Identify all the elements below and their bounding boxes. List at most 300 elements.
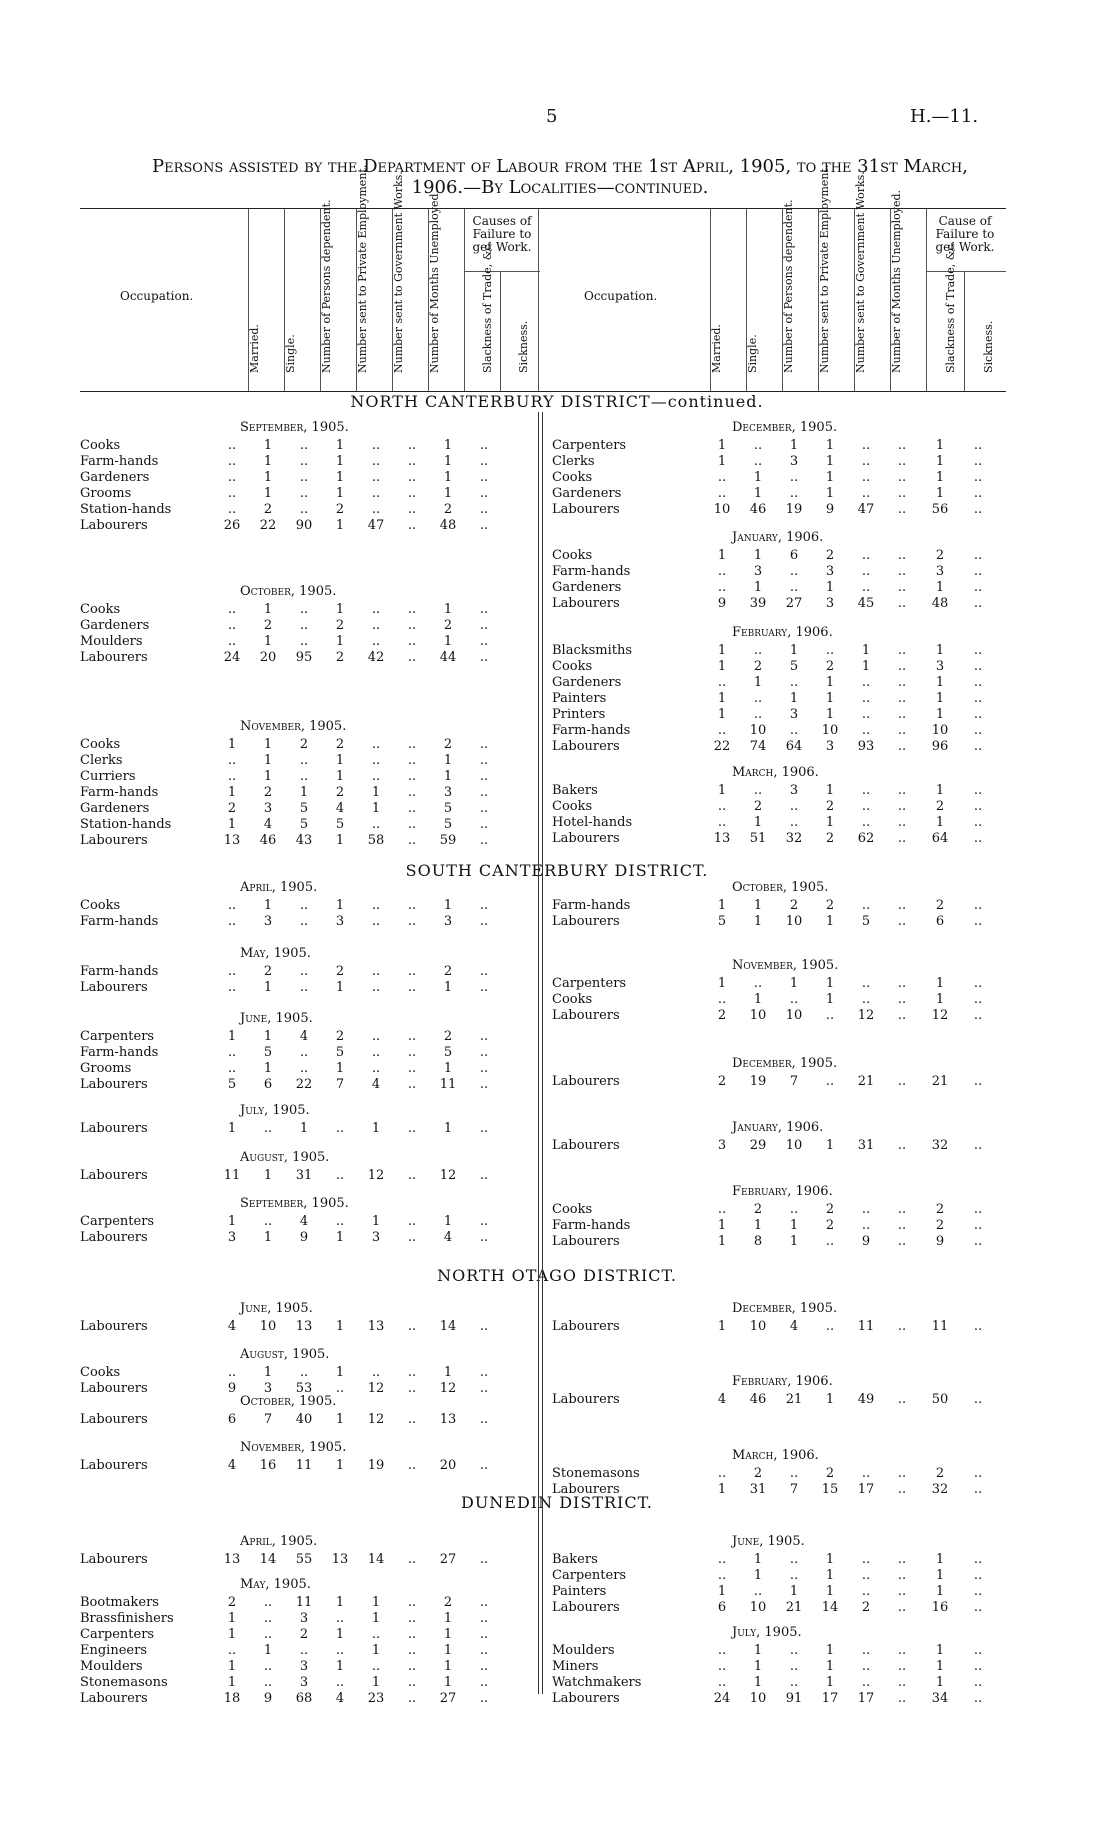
value-cell: .. <box>227 1061 237 1076</box>
occupation-cell: Labourers <box>552 1600 620 1615</box>
occupation-cell: Gardeners <box>552 675 622 690</box>
value-cell: .. <box>299 964 309 979</box>
value-cell: .. <box>371 502 381 517</box>
slackness-header: Slackness of Trade, &c. <box>481 240 494 373</box>
value-cell: 2 <box>935 1466 945 1481</box>
value-cell: 1 <box>335 1412 345 1427</box>
value-cell: .. <box>299 470 309 485</box>
value-cell: 2 <box>935 799 945 814</box>
occupation-cell: Labourers <box>552 1482 620 1497</box>
value-cell: 1 <box>935 992 945 1007</box>
value-cell: 14 <box>821 1600 839 1615</box>
table-row <box>552 596 1012 612</box>
value-cell: 7 <box>335 1077 345 1092</box>
occupation-cell: Grooms <box>80 1061 132 1076</box>
value-cell: 1 <box>753 914 763 929</box>
value-cell: .. <box>973 1466 983 1481</box>
value-cell: .. <box>973 1218 983 1233</box>
value-cell: 1 <box>443 1643 453 1658</box>
value-cell: .. <box>371 1045 381 1060</box>
value-cell: 1 <box>227 1627 237 1642</box>
value-cell: 16 <box>259 1458 277 1473</box>
month-heading: October, 1905. <box>240 584 337 599</box>
value-cell: 4 <box>443 1230 453 1245</box>
value-cell: .. <box>479 1595 489 1610</box>
table-row <box>80 634 540 650</box>
value-cell: 1 <box>753 1659 763 1674</box>
value-cell: .. <box>897 580 907 595</box>
value-cell: 1 <box>825 675 835 690</box>
occupation-cell: Carpenters <box>80 1214 155 1229</box>
value-cell: .. <box>479 1412 489 1427</box>
value-cell: .. <box>973 992 983 1007</box>
value-cell: .. <box>973 1552 983 1567</box>
value-cell: 12 <box>857 1008 875 1023</box>
value-cell: .. <box>973 1675 983 1690</box>
dependent-header: Number of Persons dependent. <box>320 199 333 373</box>
value-cell: .. <box>717 1675 727 1690</box>
value-cell: .. <box>407 1121 417 1136</box>
value-cell: .. <box>973 502 983 517</box>
value-cell: .. <box>717 486 727 501</box>
table-row <box>552 486 1012 502</box>
value-cell: .. <box>479 1458 489 1473</box>
value-cell: .. <box>371 753 381 768</box>
value-cell: 1 <box>753 470 763 485</box>
value-cell: 4 <box>299 1029 309 1044</box>
slackness-header: Slackness of Trade, &c. <box>944 240 957 373</box>
value-cell: 1 <box>825 783 835 798</box>
value-cell: 14 <box>439 1319 457 1334</box>
table-row <box>80 1319 540 1335</box>
value-cell: .. <box>825 643 835 658</box>
value-cell: .. <box>371 602 381 617</box>
value-cell: .. <box>861 992 871 1007</box>
table-row <box>552 1218 1012 1234</box>
table-row <box>552 707 1012 723</box>
value-cell: .. <box>227 618 237 633</box>
value-cell: 2 <box>825 799 835 814</box>
value-cell: 6 <box>789 548 799 563</box>
value-cell: 19 <box>785 502 803 517</box>
table-row <box>552 675 1012 691</box>
value-cell: 2 <box>717 1074 727 1089</box>
value-cell: .. <box>371 634 381 649</box>
value-cell: 1 <box>443 486 453 501</box>
region-north-otago: NORTH OTAGO DISTRICT. <box>437 1266 677 1285</box>
value-cell: 1 <box>335 769 345 784</box>
value-cell: .. <box>973 815 983 830</box>
value-cell: 1 <box>335 438 345 453</box>
value-cell: .. <box>299 769 309 784</box>
value-cell: .. <box>227 454 237 469</box>
value-cell: 27 <box>439 1552 457 1567</box>
value-cell: .. <box>299 1365 309 1380</box>
table-row <box>552 548 1012 564</box>
value-cell: 1 <box>263 634 273 649</box>
value-cell: .. <box>407 1691 417 1706</box>
value-cell: .. <box>825 1008 835 1023</box>
value-cell: .. <box>861 1552 871 1567</box>
months-header: Number of Months Unemployed. <box>890 190 903 373</box>
value-cell: 1 <box>825 992 835 1007</box>
value-cell: 1 <box>825 815 835 830</box>
month-heading: May, 1905. <box>240 946 311 961</box>
table-row <box>552 1234 1012 1250</box>
value-cell: 1 <box>825 486 835 501</box>
value-cell: 43 <box>295 833 313 848</box>
month-heading: June, 1905. <box>732 1534 805 1549</box>
value-cell: .. <box>861 1643 871 1658</box>
value-cell: 46 <box>749 502 767 517</box>
value-cell: 1 <box>753 815 763 830</box>
value-cell: .. <box>789 580 799 595</box>
table-row <box>80 1365 540 1381</box>
value-cell: .. <box>299 1045 309 1060</box>
value-cell: 1 <box>825 580 835 595</box>
value-cell: 32 <box>931 1482 949 1497</box>
value-cell: .. <box>753 454 763 469</box>
value-cell: 5 <box>227 1077 237 1092</box>
value-cell: 1 <box>335 1659 345 1674</box>
value-cell: 68 <box>295 1691 313 1706</box>
value-cell: .. <box>479 1659 489 1674</box>
table-row <box>80 650 540 666</box>
occupation-cell: Cooks <box>80 1365 121 1380</box>
value-cell: .. <box>371 486 381 501</box>
value-cell: .. <box>973 659 983 674</box>
table-row <box>552 643 1012 659</box>
table-row <box>552 564 1012 580</box>
value-cell: .. <box>479 602 489 617</box>
occupation-cell: Labourers <box>552 1319 620 1334</box>
value-cell: .. <box>753 438 763 453</box>
value-cell: 8 <box>753 1234 763 1249</box>
table-row <box>552 1691 1012 1707</box>
value-cell: 3 <box>263 1381 273 1396</box>
occupation-cell: Gardeners <box>552 580 622 595</box>
value-cell: .. <box>407 518 417 533</box>
occupation-cell: Labourers <box>80 980 148 995</box>
value-cell: .. <box>299 914 309 929</box>
value-cell: 3 <box>825 739 835 754</box>
value-cell: .. <box>479 438 489 453</box>
value-cell: .. <box>335 1168 345 1183</box>
value-cell: .. <box>861 1675 871 1690</box>
table-row <box>80 1045 540 1061</box>
value-cell: .. <box>789 815 799 830</box>
table-row <box>80 737 540 753</box>
value-cell: 1 <box>935 815 945 830</box>
value-cell: 42 <box>367 650 385 665</box>
value-cell: 58 <box>367 833 385 848</box>
value-cell: 16 <box>931 1600 949 1615</box>
occupation-cell: Labourers <box>80 833 148 848</box>
value-cell: .. <box>897 564 907 579</box>
table-row <box>80 454 540 470</box>
value-cell: 7 <box>789 1074 799 1089</box>
value-cell: 48 <box>931 596 949 611</box>
value-cell: 10 <box>931 723 949 738</box>
region-dunedin: DUNEDIN DISTRICT. <box>460 1493 654 1512</box>
occupation-cell: Labourers <box>80 1121 148 1136</box>
value-cell: 19 <box>749 1074 767 1089</box>
table-row <box>552 1074 1012 1090</box>
occupation-cell: Labourers <box>552 1234 620 1249</box>
value-cell: .. <box>479 1552 489 1567</box>
value-cell: 12 <box>931 1008 949 1023</box>
value-cell: 1 <box>227 1659 237 1674</box>
title-line-1: Persons assisted by the Department of Labour from the 1st April, 1905, to the 31st March, <box>152 156 968 177</box>
value-cell: .. <box>299 502 309 517</box>
value-cell: .. <box>479 801 489 816</box>
value-cell: 1 <box>227 1214 237 1229</box>
occupation-cell: Labourers <box>80 1552 148 1567</box>
value-cell: .. <box>973 675 983 690</box>
value-cell: 2 <box>335 618 345 633</box>
value-cell: .. <box>263 1675 273 1690</box>
value-cell: .. <box>479 1365 489 1380</box>
month-heading: August, 1905. <box>240 1347 330 1362</box>
occupation-cell: Bootmakers <box>80 1595 159 1610</box>
value-cell: 1 <box>371 1214 381 1229</box>
value-cell: 32 <box>931 1138 949 1153</box>
value-cell: 3 <box>299 1675 309 1690</box>
value-cell: 46 <box>749 1392 767 1407</box>
value-cell: 1 <box>443 753 453 768</box>
value-cell: 10 <box>785 914 803 929</box>
value-cell: .. <box>897 992 907 1007</box>
value-cell: 2 <box>443 964 453 979</box>
value-cell: .. <box>789 1466 799 1481</box>
table-row <box>552 1675 1012 1691</box>
value-cell: 2 <box>825 1218 835 1233</box>
value-cell: 4 <box>789 1319 799 1334</box>
value-cell: 1 <box>371 1643 381 1658</box>
value-cell: 1 <box>443 769 453 784</box>
value-cell: .. <box>479 502 489 517</box>
value-cell: .. <box>407 1230 417 1245</box>
value-cell: 49 <box>857 1392 875 1407</box>
value-cell: .. <box>717 470 727 485</box>
value-cell: .. <box>973 723 983 738</box>
value-cell: 1 <box>299 1121 309 1136</box>
value-cell: .. <box>299 1643 309 1658</box>
occupation-cell: Station-hands <box>80 502 172 517</box>
value-cell: 1 <box>753 1568 763 1583</box>
table-row <box>552 831 1012 847</box>
value-cell: .. <box>371 964 381 979</box>
value-cell: 7 <box>263 1412 273 1427</box>
value-cell: .. <box>753 643 763 658</box>
value-cell: 2 <box>935 898 945 913</box>
value-cell: 1 <box>789 643 799 658</box>
table-row <box>80 1458 540 1474</box>
value-cell: .. <box>897 1552 907 1567</box>
value-cell: 13 <box>223 833 241 848</box>
value-cell: 26 <box>223 518 241 533</box>
single-header: Single. <box>746 334 759 373</box>
table-row <box>552 1008 1012 1024</box>
value-cell: .. <box>407 1168 417 1183</box>
value-cell: .. <box>897 1568 907 1583</box>
value-cell: 1 <box>825 1659 835 1674</box>
month-heading: June, 1905. <box>240 1011 313 1026</box>
value-cell: .. <box>861 1568 871 1583</box>
occupation-cell: Carpenters <box>552 1568 627 1583</box>
value-cell: 1 <box>825 1568 835 1583</box>
value-cell: 2 <box>443 1029 453 1044</box>
value-cell: 10 <box>259 1319 277 1334</box>
month-heading: May, 1905. <box>240 1577 311 1592</box>
value-cell: 4 <box>335 801 345 816</box>
value-cell: 5 <box>335 1045 345 1060</box>
value-cell: .. <box>227 602 237 617</box>
value-cell: 3 <box>935 564 945 579</box>
value-cell: 2 <box>263 618 273 633</box>
value-cell: .. <box>371 1659 381 1674</box>
value-cell: 5 <box>299 817 309 832</box>
married-header: Married. <box>710 324 723 373</box>
value-cell: 13 <box>295 1319 313 1334</box>
value-cell: .. <box>227 1643 237 1658</box>
value-cell: 29 <box>749 1138 767 1153</box>
value-cell: .. <box>227 502 237 517</box>
value-cell: 1 <box>935 675 945 690</box>
value-cell: 47 <box>367 518 385 533</box>
occupation-cell: Clerks <box>80 753 123 768</box>
value-cell: 3 <box>263 801 273 816</box>
value-cell: 2 <box>825 659 835 674</box>
value-cell: 1 <box>335 1627 345 1642</box>
value-cell: 1 <box>335 1365 345 1380</box>
table-row <box>80 1077 540 1093</box>
value-cell: 1 <box>263 737 273 752</box>
value-cell: 1 <box>825 1584 835 1599</box>
value-cell: 53 <box>295 1381 313 1396</box>
month-heading: March, 1906. <box>732 1448 819 1463</box>
value-cell: .. <box>299 1061 309 1076</box>
value-cell: 10 <box>749 1691 767 1706</box>
occupation-cell: Carpenters <box>552 976 627 991</box>
value-cell: 13 <box>367 1319 385 1334</box>
value-cell: .. <box>973 486 983 501</box>
value-cell: 1 <box>753 675 763 690</box>
value-cell: 62 <box>857 831 875 846</box>
occupation-cell: Cooks <box>552 992 593 1007</box>
value-cell: .. <box>897 1138 907 1153</box>
table-header-left <box>80 164 540 392</box>
value-cell: .. <box>299 980 309 995</box>
value-cell: .. <box>753 707 763 722</box>
value-cell: .. <box>861 691 871 706</box>
value-cell: .. <box>479 1691 489 1706</box>
value-cell: .. <box>973 1074 983 1089</box>
table-row <box>552 659 1012 675</box>
value-cell: .. <box>407 769 417 784</box>
value-cell: .. <box>479 1029 489 1044</box>
value-cell: .. <box>861 1659 871 1674</box>
occupation-cell: Cooks <box>80 602 121 617</box>
value-cell: 6 <box>717 1600 727 1615</box>
value-cell: 96 <box>931 739 949 754</box>
occupation-cell: Cooks <box>80 438 121 453</box>
occupation-cell: Bakers <box>552 1552 598 1567</box>
value-cell: 32 <box>785 831 803 846</box>
value-cell: 1 <box>227 1121 237 1136</box>
value-cell: .. <box>861 675 871 690</box>
value-cell: .. <box>973 799 983 814</box>
value-cell: 10 <box>749 1600 767 1615</box>
value-cell: 5 <box>443 1045 453 1060</box>
value-cell: .. <box>335 1121 345 1136</box>
value-cell: .. <box>789 1643 799 1658</box>
value-cell: .. <box>973 580 983 595</box>
value-cell: .. <box>897 739 907 754</box>
table-row <box>80 833 540 849</box>
table-row <box>80 1029 540 1045</box>
value-cell: 1 <box>717 976 727 991</box>
value-cell: 11 <box>439 1077 457 1092</box>
occupation-cell: Farm-hands <box>80 1045 159 1060</box>
value-cell: 14 <box>367 1552 385 1567</box>
month-heading: August, 1905. <box>240 1150 330 1165</box>
occupation-header: Occupation. <box>120 289 194 303</box>
table-row <box>552 815 1012 831</box>
occupation-cell: Engineers <box>80 1643 147 1658</box>
month-heading: October, 1905. <box>732 880 829 895</box>
month-heading: December, 1905. <box>732 1056 838 1071</box>
occupation-cell: Labourers <box>80 1691 148 1706</box>
value-cell: .. <box>897 548 907 563</box>
value-cell: 13 <box>331 1552 349 1567</box>
value-cell: 1 <box>371 1595 381 1610</box>
value-cell: .. <box>479 1230 489 1245</box>
value-cell: 1 <box>753 1218 763 1233</box>
month-heading: July, 1905. <box>732 1625 802 1640</box>
value-cell: 2 <box>299 737 309 752</box>
occupation-cell: Clerks <box>552 454 595 469</box>
occupation-cell: Cooks <box>552 1202 593 1217</box>
value-cell: .. <box>407 914 417 929</box>
value-cell: .. <box>479 518 489 533</box>
table-row <box>80 1611 540 1627</box>
value-cell: 5 <box>263 1045 273 1060</box>
value-cell: .. <box>227 898 237 913</box>
value-cell: 56 <box>931 502 949 517</box>
value-cell: .. <box>299 454 309 469</box>
value-cell: .. <box>299 634 309 649</box>
value-cell: .. <box>973 831 983 846</box>
value-cell: 1 <box>935 691 945 706</box>
occupation-cell: Printers <box>552 707 606 722</box>
value-cell: 2 <box>335 785 345 800</box>
value-cell: 1 <box>935 486 945 501</box>
value-cell: 24 <box>713 1691 731 1706</box>
month-heading: September, 1905. <box>240 420 349 435</box>
occupation-cell: Station-hands <box>80 817 172 832</box>
value-cell: 10 <box>749 723 767 738</box>
value-cell: 5 <box>443 801 453 816</box>
value-cell: .. <box>479 634 489 649</box>
value-cell: .. <box>897 976 907 991</box>
value-cell: .. <box>407 1214 417 1229</box>
value-cell: 27 <box>785 596 803 611</box>
occupation-cell: Gardeners <box>80 618 150 633</box>
value-cell: 4 <box>717 1392 727 1407</box>
value-cell: 59 <box>439 833 457 848</box>
value-cell: 13 <box>713 831 731 846</box>
